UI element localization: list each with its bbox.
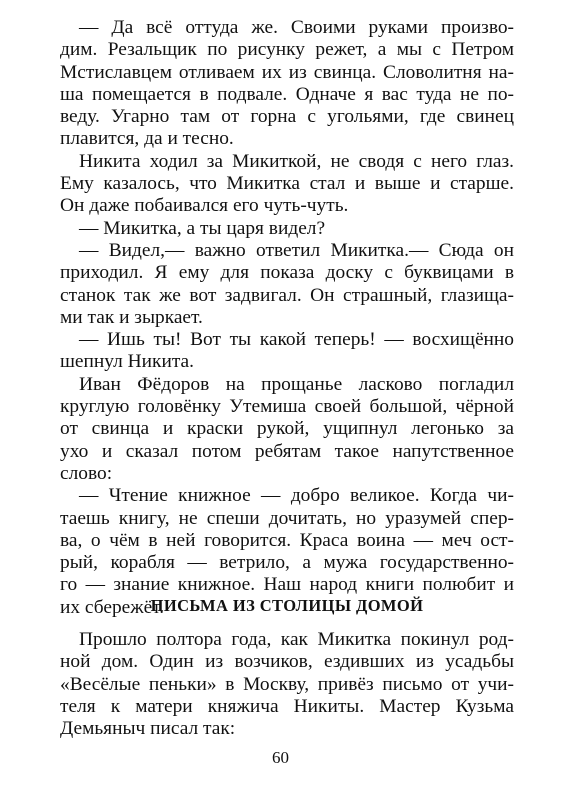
text-line: круглую головёнку Утемиша своей большой, чёрной (60, 396, 514, 418)
text-line: их сбережёт. (60, 596, 165, 618)
text-line: ной дом. Один из возчиков, ездивших из усадьбы (60, 651, 514, 673)
text-line: слово: (60, 462, 113, 484)
text-line: плавится, да и тесно. (60, 128, 234, 150)
text-line: дим. Резальщик по рисунку режет, а мы с Петром (60, 39, 514, 61)
section-text (60, 629, 514, 740)
text-line: Прошло полтора года, как Микитка покинул род- (79, 629, 514, 650)
text-line: — Видел,— важно ответил Микитка.— Сюда он (79, 239, 514, 261)
text-line: ми так и зыркает. (60, 306, 203, 328)
text-line: шепнул Никита. (60, 351, 195, 373)
text-line: «Весёлые пеньки» в Москву, привёз письмо от учи- (60, 673, 514, 695)
section-heading: ПИСЬМА ИЗ СТОЛИЦЫ ДОМОЙ (150, 596, 424, 615)
body-text (60, 17, 514, 619)
text-line: станок так же вот задвигал. Он страшный, глазища- (60, 284, 514, 306)
text-line: Ему казалось, что Микитка стал и выше и старше. (60, 173, 514, 195)
page-number: 60 (272, 748, 289, 767)
text-line: теля к матери княжича Никиты. Мастер Кузьма (60, 695, 514, 717)
text-line: Демьяныч писал так: (60, 718, 236, 740)
text-line: таешь книгу, не спеши дочитать, но уразумей спер- (60, 507, 514, 529)
text-line: приходил. Я ему для показа доску с буквицами в (60, 262, 514, 284)
text-line: рый, корабля — ветрило, а мужа государственно- (60, 552, 514, 574)
text-line: ухо и сказал потом ребятам такое напутственное (60, 440, 514, 462)
text-line: — Ишь ты! Вот ты какой теперь! — восхищённо (79, 329, 514, 351)
text-line: веду. Угарно там от горна с угольями, где свинец (60, 106, 514, 128)
text-line: Он даже побаивался его чуть-чуть. (60, 195, 349, 217)
text-line: го — знание книжное. Наш народ книги полюбит и (60, 574, 514, 596)
text-line: Никита ходил за Микиткой, не сводя с него глаз. (79, 150, 514, 172)
text-line: от свинца и краски рукой, ущипнул легонько за (60, 418, 514, 440)
text-line: ва, о чём в ней говорится. Краса воина — меч ост- (60, 529, 514, 551)
text-line: ша помещается в подвале. Одначе я вас туда не по- (60, 83, 514, 105)
text-line: — Да всё оттуда же. Своими руками произво- (79, 17, 514, 38)
text-line: — Микитка, а ты царя видел? (79, 217, 326, 239)
text-line: Иван Фёдоров на прощанье ласково погладил (79, 373, 514, 395)
text-line: — Чтение книжное — добро великое. Когда чи- (79, 485, 514, 507)
text-line: Мстиславцем отливаем их из свинца. Словолитня на- (60, 61, 514, 83)
